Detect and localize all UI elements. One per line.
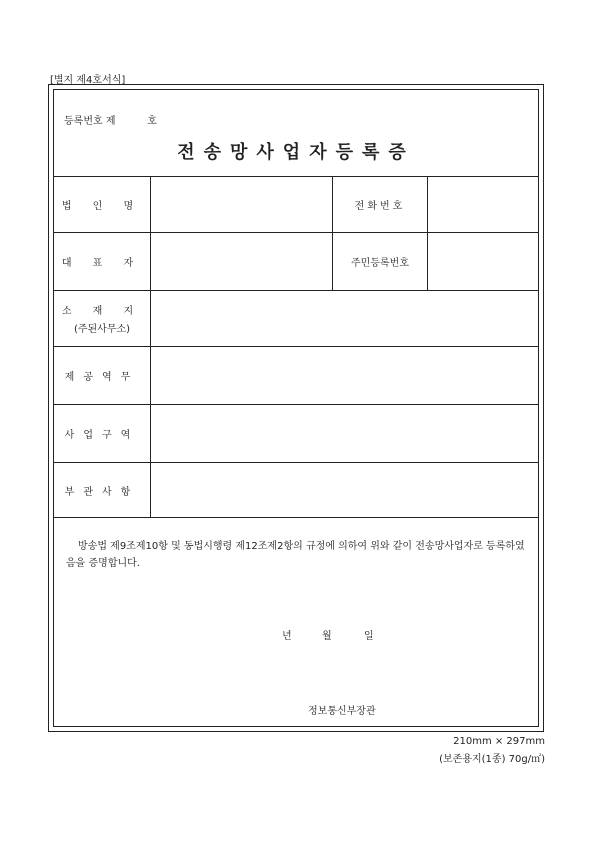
registration-label: 등록번호 제 xyxy=(64,116,116,127)
service-provided-label: 제공역무 xyxy=(54,347,151,404)
paper-size: 210mm × 297mm xyxy=(453,736,545,747)
registration-suffix: 호 xyxy=(147,116,157,127)
row-location xyxy=(54,290,538,346)
certificate-title: 전송망사업자등록증 xyxy=(177,142,415,163)
business-area-label: 사업구역 xyxy=(54,405,151,462)
row-business-area xyxy=(54,404,538,462)
date-day: 일 xyxy=(364,631,374,642)
certification-statement: 방송법 제9조제10항 및 동법시행령 제12조제2항의 규정에 의하여 위와 같이 전송망사업자로 등록하였음을 증명합니다. xyxy=(66,541,525,569)
issuer-name: 정보통신부장관 xyxy=(308,706,376,717)
certificate-inner-frame xyxy=(53,89,539,727)
registration-number-line xyxy=(64,112,157,127)
resident-number-label: 주민등록번호 xyxy=(332,233,428,290)
row-conditions xyxy=(54,462,538,518)
corporation-name-label: 법 인 명 xyxy=(54,177,151,232)
conditions-label: 부관사항 xyxy=(54,463,151,517)
row-corporation xyxy=(54,176,538,232)
row-service xyxy=(54,346,538,404)
representative-label: 대 표 자 xyxy=(54,233,151,290)
row-representative xyxy=(54,232,538,290)
form-tag: [별지 제4호서식] xyxy=(50,75,126,86)
date-month: 월 xyxy=(322,631,332,642)
date-year: 년 xyxy=(282,631,292,642)
location-label-cell xyxy=(54,291,151,346)
certificate-frame xyxy=(48,84,544,732)
paper-type: (보존용지(1종) 70g/㎡) xyxy=(439,754,545,765)
location-sublabel: (주된사무소) xyxy=(73,324,131,335)
location-label: 소 재 지 xyxy=(61,306,143,317)
phone-number-label: 전화번호 xyxy=(332,177,428,232)
